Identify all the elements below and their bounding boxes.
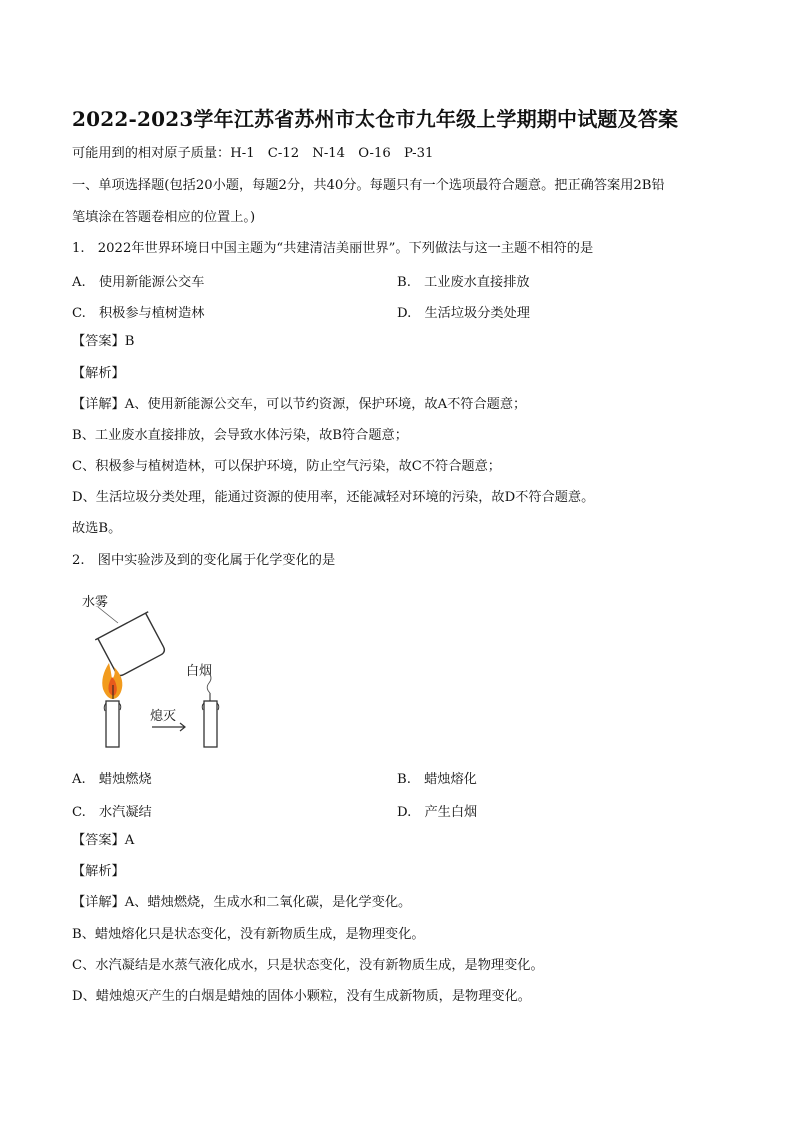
flame-icon <box>102 663 122 699</box>
candle-experiment-figure <box>72 585 242 755</box>
q1-detail-c: C、积极参与植树造林，可以保护环境，防止空气污染，故C不符合题意； <box>72 459 501 474</box>
q1-detail-b: B、工业废水直接排放，会导致水体污染，故B符合题意； <box>72 428 408 443</box>
q2-detail-label: 【详解】 <box>72 895 125 910</box>
mist-label: 水雾 <box>82 595 109 610</box>
burning-candle-icon <box>104 701 121 747</box>
q1-option-a: A. 使用新能源公交车 <box>72 275 205 290</box>
q2-option-b: B. 蜡烛熔化 <box>397 772 477 787</box>
q1-option-c: C. 积极参与植树造林 <box>72 306 205 321</box>
smoke-label: 白烟 <box>186 664 213 679</box>
q1-detail-label: 【详解】 <box>72 397 125 412</box>
q2-analysis-label: 【解析】 <box>72 864 125 879</box>
page-title: 2022-2023学年江苏省苏州市太仓市九年级上学期期中试题及答案 <box>72 107 679 131</box>
extinguished-candle-icon <box>202 673 219 747</box>
q1-stem: 1. 2022年世界环境日中国主题为“共建清洁美丽世界”。下列做法与这一主题不相符的是 <box>72 241 594 256</box>
q1-option-b: B. 工业废水直接排放 <box>397 275 530 290</box>
section-instructions-line1: 一、单项选择题(包括20小题，每题2分，共40分。每题只有一个选项最符合题意。把正确答案用2B铅 <box>72 178 665 193</box>
q1-analysis-label: 【解析】 <box>72 366 125 381</box>
q2-detail-d: D、蜡烛熄灭产生的白烟是蜡烛的固体小颗粒，没有生成新物质，是物理变化。 <box>72 989 531 1004</box>
q2-answer <box>72 832 134 850</box>
q1-conclusion: 故选B。 <box>72 521 122 536</box>
q1-option-d: D. 生活垃圾分类处理 <box>397 306 530 321</box>
q2-answer-label: 【答案】 <box>72 833 125 848</box>
q1-answer-label: 【答案】 <box>72 334 125 349</box>
extinguish-label: 熄灭 <box>150 709 177 724</box>
candle-drawing <box>72 585 242 755</box>
q1-detail-d: D、生活垃圾分类处理，能通过资源的使用率，还能减轻对环境的污染，故D不符合题意。 <box>72 490 595 505</box>
q2-answer-value: A <box>124 833 135 848</box>
q2-stem: 2. 图中实验涉及到的变化属于化学变化的是 <box>72 553 336 568</box>
arrow-right-icon <box>152 723 185 731</box>
q2-option-d: D. 产生白烟 <box>397 805 478 820</box>
q2-option-c: C. 水汽凝结 <box>72 805 152 820</box>
smoke-icon <box>207 673 211 693</box>
q1-answer <box>72 333 134 351</box>
q1-detail-text-a: A、使用新能源公交车，可以节约资源，保护环境，故A不符合题意； <box>124 397 527 412</box>
q2-detail-b: B、蜡烛熔化只是状态变化，没有新物质生成，是物理变化。 <box>72 927 425 942</box>
q2-detail-text-a: A、蜡烛燃烧，生成水和二氧化碳，是化学变化。 <box>124 895 412 910</box>
q2-option-a: A. 蜡烛燃烧 <box>72 772 152 787</box>
q2-detail-c: C、水汽凝结是水蒸气液化成水，只是状态变化，没有新物质生成，是物理变化。 <box>72 958 544 973</box>
q1-detail-a <box>72 396 526 414</box>
section-instructions-line2: 笔填涂在答题卷相应的位置上。) <box>72 210 256 225</box>
q1-answer-value: B <box>124 334 135 349</box>
atomic-masses: 可能用到的相对原子质量：H-1 C-12 N-14 O-16 P-31 <box>72 146 434 161</box>
q2-detail-a <box>72 894 411 912</box>
